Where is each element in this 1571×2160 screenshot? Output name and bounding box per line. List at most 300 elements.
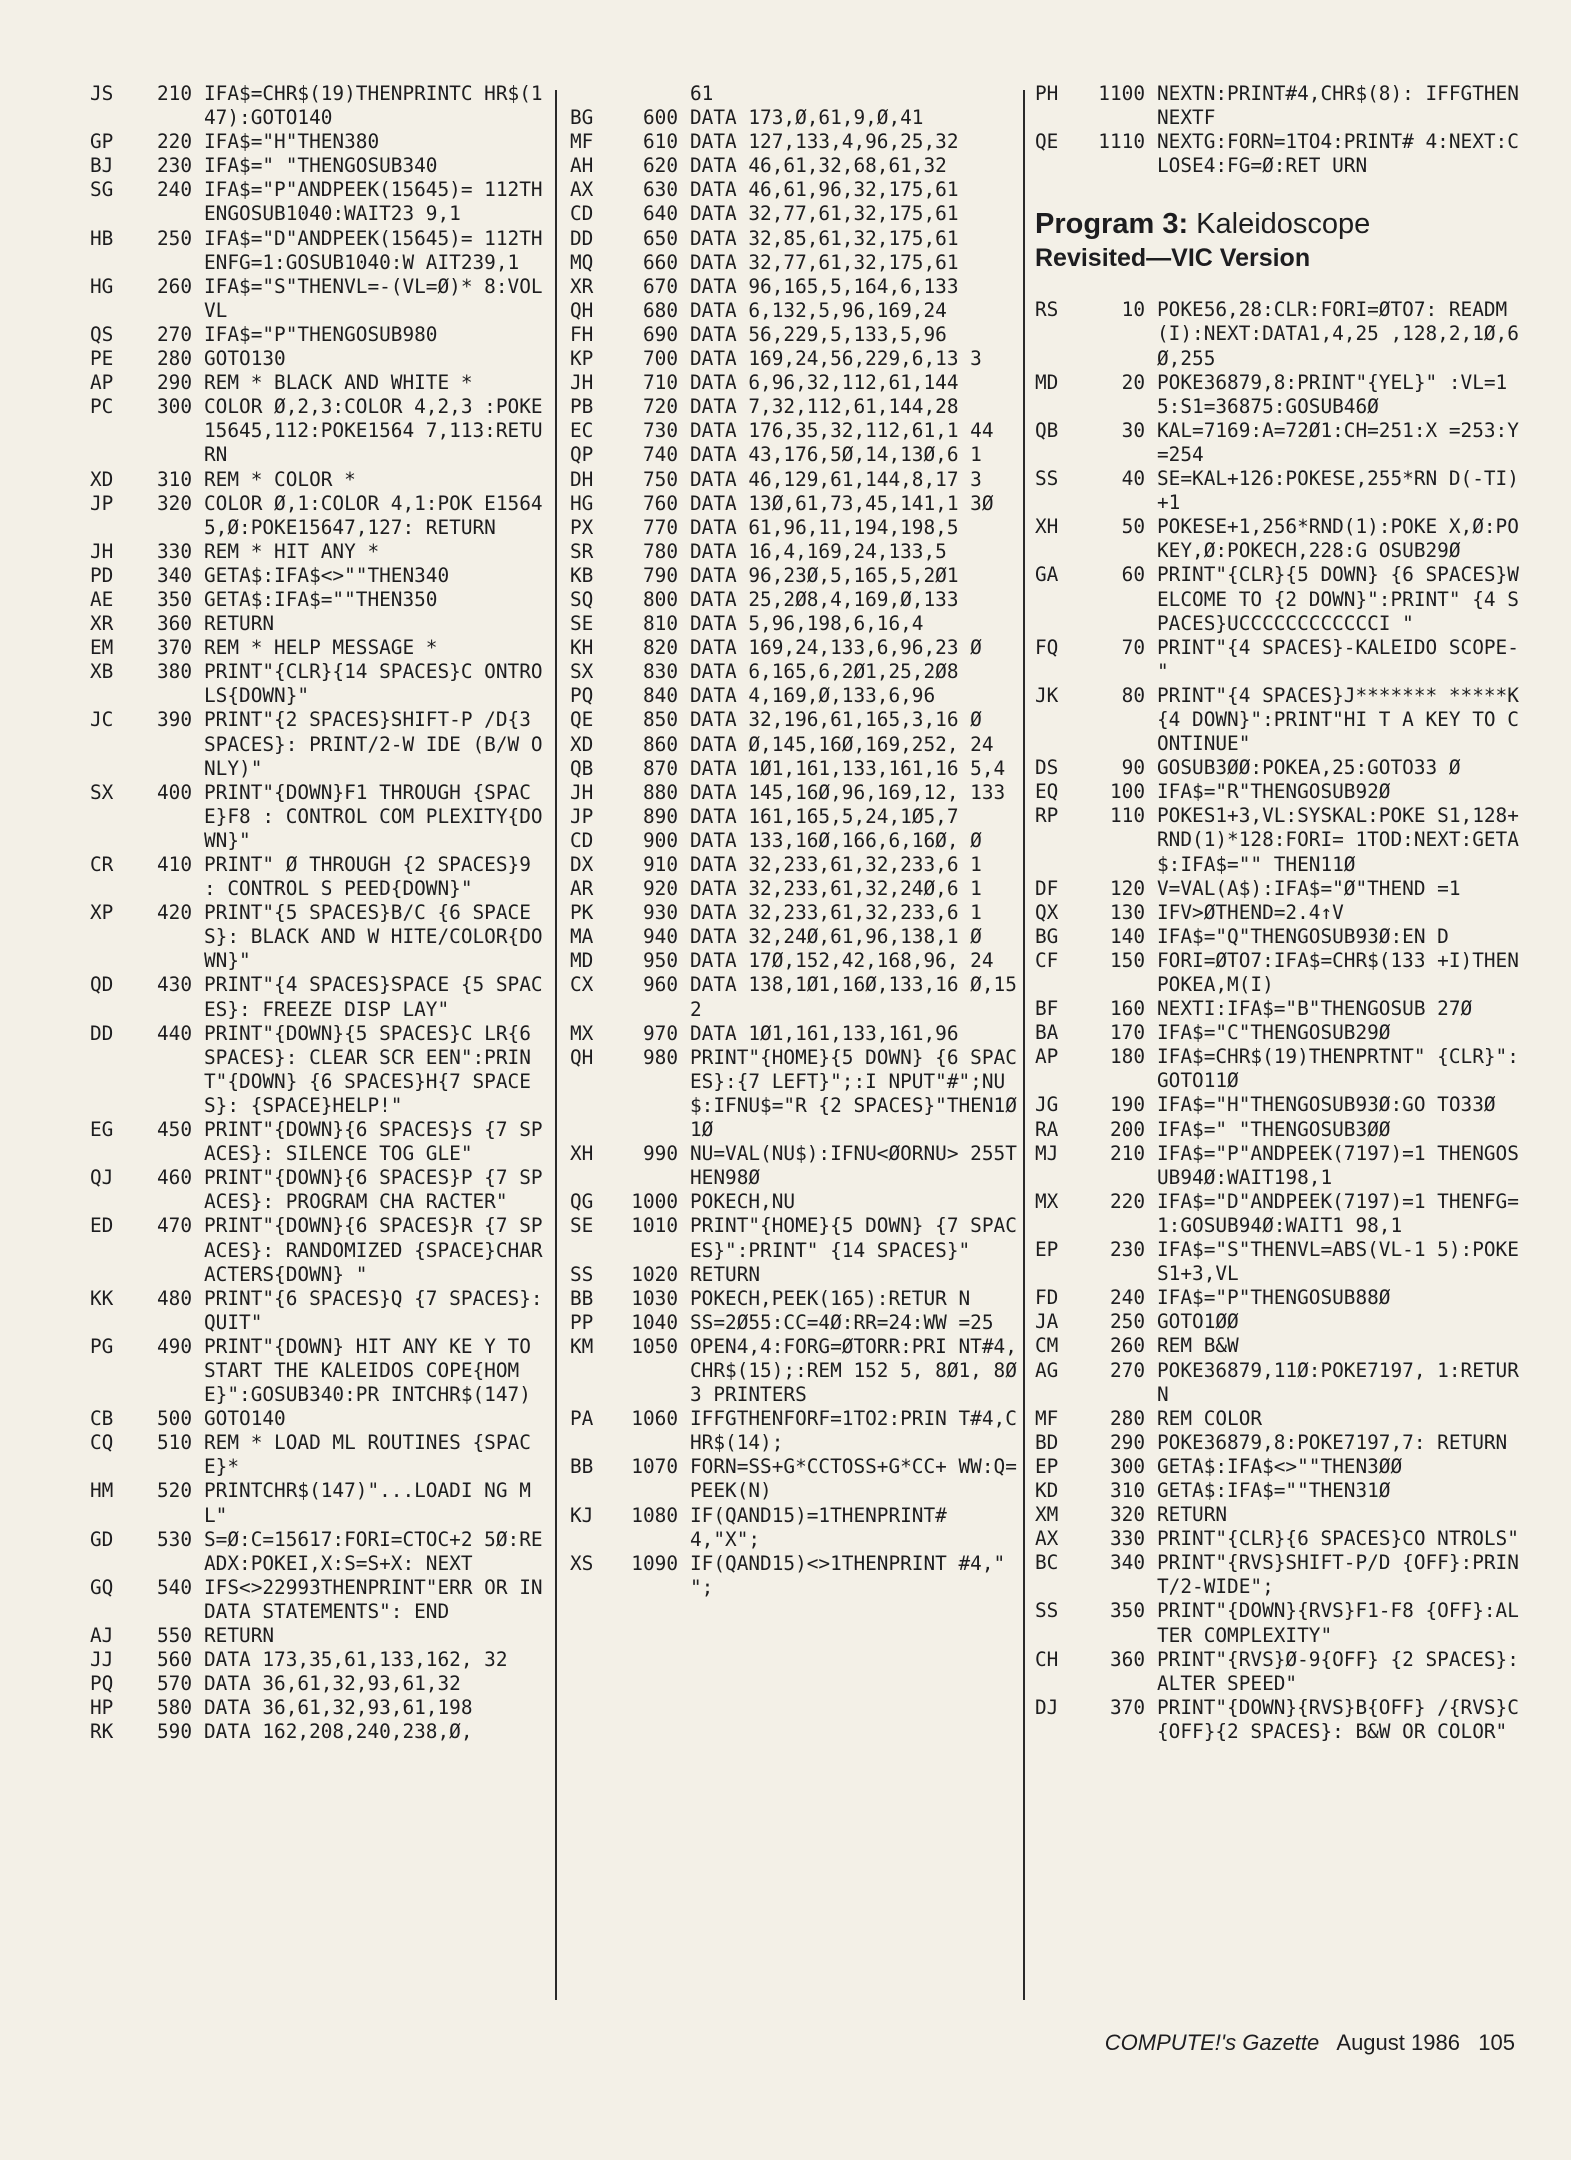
code-line bbox=[570, 154, 1020, 178]
code-line bbox=[1035, 1527, 1525, 1551]
basic-statement: SS=2Ø55:CC=4Ø:RR=24:WW =25 bbox=[690, 1310, 994, 1334]
basic-statement: REM * HELP MESSAGE * bbox=[204, 636, 438, 660]
basic-statement: POKE36879,11Ø:POKE7197, 1:RETURN bbox=[1157, 1358, 1519, 1406]
line-number: 50 bbox=[1121, 515, 1145, 539]
line-number: 660 bbox=[642, 250, 678, 274]
code-line bbox=[570, 443, 1020, 467]
line-number: 590 bbox=[156, 1720, 192, 1744]
checksum-code: AJ bbox=[90, 1624, 114, 1647]
line-number: 940 bbox=[642, 925, 678, 949]
line-number: 1000 bbox=[631, 1190, 678, 1214]
checksum-code: BG bbox=[570, 106, 594, 130]
code-line bbox=[1035, 780, 1525, 804]
basic-statement: IFA$="P"THENGOSUB88Ø bbox=[1157, 1286, 1391, 1310]
code-line bbox=[1035, 1310, 1525, 1334]
basic-statement: DATA 176,35,32,112,61,1 44 bbox=[690, 419, 994, 443]
code-line bbox=[570, 492, 1020, 516]
code-line bbox=[90, 853, 550, 901]
checksum-code: PE bbox=[90, 347, 114, 371]
code-line bbox=[1035, 636, 1525, 684]
line-number: 600 bbox=[642, 106, 678, 130]
basic-statement: IFS<>22993THENPRINT"ERR OR IN DATA STATEMENTS": END bbox=[204, 1575, 555, 1623]
line-number: 960 bbox=[642, 973, 678, 997]
program-number: Program 3: bbox=[1035, 208, 1189, 241]
listing-column-3 bbox=[1035, 82, 1525, 1744]
code-line bbox=[1035, 1503, 1525, 1527]
line-number: 350 bbox=[1109, 1599, 1145, 1623]
checksum-code: QE bbox=[570, 708, 594, 732]
line-number: 450 bbox=[156, 1118, 192, 1142]
line-number: 340 bbox=[156, 563, 192, 587]
checksum-code: JH bbox=[570, 780, 594, 804]
line-number: 150 bbox=[1109, 948, 1145, 972]
line-number: 970 bbox=[642, 1021, 678, 1045]
code-line bbox=[1035, 371, 1525, 419]
code-line bbox=[570, 588, 1020, 612]
code-line bbox=[1035, 997, 1525, 1021]
checksum-code: AX bbox=[1035, 1527, 1059, 1551]
code-line bbox=[570, 684, 1020, 708]
line-number: 890 bbox=[642, 804, 678, 828]
line-number: 980 bbox=[642, 1045, 678, 1069]
checksum-code: SE bbox=[570, 612, 594, 636]
line-number: 1030 bbox=[631, 1286, 678, 1310]
line-number: 330 bbox=[1109, 1527, 1145, 1551]
basic-statement: IFA$=CHR$(19)THENPRINTC HR$(147):GOTO140 bbox=[204, 82, 543, 130]
checksum-code: AX bbox=[570, 178, 594, 202]
code-line bbox=[90, 612, 550, 636]
basic-statement: KAL=7169:A=72Ø1:CH=251:X =253:Y=254 bbox=[1157, 418, 1519, 466]
basic-statement: GETA$:IFA$<>""THEN340 bbox=[204, 563, 450, 587]
line-number: 220 bbox=[156, 130, 192, 154]
code-line bbox=[90, 130, 550, 154]
code-line bbox=[1035, 1142, 1525, 1190]
code-line bbox=[90, 973, 550, 1021]
basic-statement: DATA 46,129,61,144,8,17 3 bbox=[690, 467, 982, 491]
checksum-code: XR bbox=[570, 274, 594, 298]
code-line bbox=[570, 251, 1020, 275]
basic-statement: DATA 173,35,61,133,162, 32 bbox=[204, 1648, 508, 1672]
basic-statement: DATA 32,233,61,32,24Ø,6 1 bbox=[690, 877, 982, 901]
basic-statement: DATA 96,23Ø,5,165,5,2Ø1 bbox=[690, 563, 959, 587]
program-name: Kaleidoscope bbox=[1196, 208, 1371, 241]
basic-statement: NU=VAL(NU$):IFNU<ØORNU> 255THEN98Ø bbox=[690, 1142, 1017, 1190]
line-number: 290 bbox=[1109, 1430, 1145, 1454]
basic-statement: DATA 32,77,61,32,175,61 bbox=[690, 250, 959, 274]
line-number: 1100 bbox=[1098, 82, 1145, 105]
code-line bbox=[570, 853, 1020, 877]
basic-statement: PRINT"{CLR}{5 DOWN} {6 SPACES}WELCOME TO {2 DOWN}":PRINT" {4 SPACES}UCCCCCCCCCCCCI " bbox=[1157, 563, 1519, 635]
line-number: 730 bbox=[642, 419, 678, 443]
code-line bbox=[90, 371, 550, 395]
line-number: 110 bbox=[1109, 804, 1145, 828]
basic-statement: DATA Ø,145,16Ø,169,252, 24 bbox=[690, 732, 994, 756]
basic-statement: COLOR Ø,1:COLOR 4,1:POK E15645,Ø:POKE15647,127: RETURN bbox=[204, 491, 543, 539]
checksum-code: CD bbox=[570, 828, 594, 852]
code-line bbox=[570, 178, 1020, 202]
line-number: 90 bbox=[1121, 756, 1145, 780]
line-number: 700 bbox=[642, 347, 678, 371]
code-line bbox=[90, 1166, 550, 1214]
code-line bbox=[90, 492, 550, 540]
code-line bbox=[1035, 925, 1525, 949]
line-number: 130 bbox=[1109, 900, 1145, 924]
line-number: 1010 bbox=[631, 1214, 678, 1238]
code-line bbox=[1035, 1599, 1525, 1647]
line-number: 370 bbox=[156, 636, 192, 660]
line-number: 1060 bbox=[631, 1407, 678, 1431]
code-line bbox=[90, 1672, 550, 1696]
basic-statement: REM COLOR bbox=[1157, 1406, 1263, 1430]
code-line bbox=[90, 1624, 550, 1648]
line-number: 30 bbox=[1121, 418, 1145, 442]
checksum-code: JH bbox=[570, 371, 594, 395]
basic-statement: NEXTI:IFA$="B"THENGOSUB 27Ø bbox=[1157, 997, 1473, 1021]
code-line bbox=[570, 395, 1020, 419]
basic-statement: PRINTCHR$(147)"...LOADI NG ML" bbox=[204, 1479, 531, 1527]
basic-statement: FORN=SS+G*CCTOSS+G*CC+ WW:Q=PEEK(N) bbox=[690, 1455, 1017, 1503]
basic-statement: NEXTN:PRINT#4,CHR$(8): IFFGTHENNEXTF bbox=[1157, 82, 1519, 130]
line-number: 490 bbox=[156, 1334, 192, 1358]
basic-statement: IFV>ØTHEND=2.4↑V bbox=[1157, 900, 1344, 924]
line-number: 710 bbox=[642, 371, 678, 395]
checksum-code: AE bbox=[90, 587, 114, 611]
line-number: 360 bbox=[156, 612, 192, 636]
basic-statement: DATA 6,165,6,2Ø1,25,2Ø8 bbox=[690, 660, 959, 684]
line-number: 200 bbox=[1109, 1117, 1145, 1141]
line-number: 190 bbox=[1109, 1093, 1145, 1117]
code-line bbox=[570, 323, 1020, 347]
checksum-code: EC bbox=[570, 419, 594, 443]
line-number: 990 bbox=[642, 1142, 678, 1166]
code-line bbox=[90, 1648, 550, 1672]
line-number: 20 bbox=[1121, 370, 1145, 394]
basic-statement: DATA 36,61,32,93,61,198 bbox=[204, 1696, 473, 1720]
line-number: 320 bbox=[1109, 1503, 1145, 1527]
line-number: 300 bbox=[156, 395, 192, 419]
program-listing bbox=[1035, 82, 1525, 178]
checksum-code: DX bbox=[570, 853, 594, 876]
line-number: 210 bbox=[1109, 1141, 1145, 1165]
code-line bbox=[570, 708, 1020, 732]
code-line bbox=[90, 901, 550, 973]
line-number: 420 bbox=[156, 901, 192, 925]
basic-statement: DATA 145,16Ø,96,169,12, 133 bbox=[690, 780, 1006, 804]
checksum-code: JA bbox=[1035, 1310, 1059, 1334]
line-number: 930 bbox=[642, 901, 678, 925]
basic-statement: IFA$="D"ANDPEEK(15645)= 112THENFG=1:GOSUB1040:W AIT239,1 bbox=[204, 226, 543, 274]
checksum-code: DJ bbox=[1035, 1695, 1059, 1719]
line-number: 550 bbox=[156, 1624, 192, 1647]
line-number: 690 bbox=[642, 322, 678, 346]
column-divider bbox=[1023, 90, 1025, 2000]
checksum-code: AH bbox=[570, 154, 594, 178]
code-line bbox=[1035, 467, 1525, 515]
basic-statement: DATA 169,24,133,6,96,23 Ø bbox=[690, 636, 982, 660]
code-line bbox=[570, 371, 1020, 395]
line-number: 390 bbox=[156, 708, 192, 732]
line-number: 510 bbox=[156, 1431, 192, 1455]
checksum-code: HP bbox=[90, 1696, 114, 1720]
code-line bbox=[1035, 1334, 1525, 1358]
line-number: 520 bbox=[156, 1479, 192, 1503]
basic-statement: DATA 127,133,4,96,25,32 bbox=[690, 130, 959, 154]
basic-statement: PRINT"{4 SPACES}J******* *****K{4 DOWN}":PRINT"HI T A KEY TO CONTINUE" bbox=[1157, 683, 1519, 756]
checksum-code: KK bbox=[90, 1286, 114, 1310]
code-line bbox=[570, 202, 1020, 226]
line-number: 140 bbox=[1109, 924, 1145, 948]
checksum-code: XP bbox=[90, 901, 114, 925]
checksum-code: KB bbox=[570, 563, 594, 587]
code-line bbox=[90, 1286, 555, 1335]
checksum-code: SR bbox=[570, 539, 594, 563]
code-line bbox=[570, 106, 1020, 130]
checksum-code: SX bbox=[90, 780, 114, 804]
code-line bbox=[570, 419, 1020, 443]
checksum-code: XD bbox=[570, 732, 594, 756]
basic-statement: IFA$="P"ANDPEEK(15645)= 112THENGOSUB1040:WAIT23 9,1 bbox=[204, 178, 543, 226]
basic-statement: IFA$="S"THENVL=-(VL=Ø)* 8:VOLVL bbox=[204, 274, 543, 322]
code-line bbox=[1035, 1286, 1525, 1310]
basic-statement: PRINT"{HOME}{5 DOWN} {7 SPACES}":PRINT" {14 SPACES}" bbox=[690, 1214, 1017, 1262]
line-number: 440 bbox=[156, 1021, 192, 1045]
code-line bbox=[570, 564, 1020, 588]
line-number: 1070 bbox=[631, 1455, 678, 1479]
checksum-code: SQ bbox=[570, 587, 594, 611]
code-line bbox=[1035, 1045, 1525, 1093]
line-number: 280 bbox=[156, 347, 192, 371]
listing-column-1 bbox=[90, 82, 555, 1744]
basic-statement: IFA$="Q"THENGOSUB93Ø:EN D bbox=[1157, 924, 1449, 948]
checksum-code: QX bbox=[1035, 900, 1059, 924]
line-number: 1050 bbox=[631, 1334, 678, 1358]
checksum-code: BG bbox=[1035, 924, 1059, 948]
checksum-code: PQ bbox=[570, 684, 594, 708]
code-line bbox=[570, 1335, 1020, 1407]
basic-statement: GOTO140 bbox=[204, 1407, 286, 1431]
basic-statement: PRINT"{6 SPACES}Q {7 SPACES}: QUIT" bbox=[204, 1286, 555, 1334]
checksum-code: JP bbox=[90, 491, 114, 515]
basic-statement: GETA$:IFA$<>""THEN3ØØ bbox=[1157, 1454, 1403, 1478]
line-number: 290 bbox=[156, 371, 192, 395]
checksum-code: PX bbox=[570, 515, 594, 539]
code-line bbox=[570, 733, 1020, 757]
checksum-code: KH bbox=[570, 636, 594, 660]
basic-statement: DATA 17Ø,152,42,168,96, 24 bbox=[690, 949, 994, 973]
code-line bbox=[90, 1022, 550, 1118]
line-number: 860 bbox=[642, 732, 678, 756]
line-number: 580 bbox=[156, 1696, 192, 1720]
checksum-code: BA bbox=[1035, 1021, 1059, 1045]
code-line bbox=[570, 82, 1020, 106]
code-line bbox=[1035, 1407, 1525, 1431]
checksum-code: BC bbox=[1035, 1551, 1059, 1575]
code-line bbox=[570, 612, 1020, 636]
basic-statement: DATA 25,2Ø8,4,169,Ø,133 bbox=[690, 587, 959, 611]
checksum-code: XS bbox=[570, 1551, 594, 1575]
checksum-code: MF bbox=[570, 130, 594, 154]
basic-statement: DATA 56,229,5,133,5,96 bbox=[690, 322, 947, 346]
code-line bbox=[570, 781, 1020, 805]
line-number: 540 bbox=[156, 1575, 192, 1599]
basic-statement: REM * BLACK AND WHITE * bbox=[204, 371, 473, 395]
code-line bbox=[90, 660, 550, 708]
checksum-code: JJ bbox=[90, 1648, 114, 1672]
code-line bbox=[90, 1528, 550, 1576]
line-number: 240 bbox=[1109, 1286, 1145, 1310]
line-number: 230 bbox=[1109, 1238, 1145, 1262]
code-line bbox=[570, 1142, 1020, 1190]
basic-statement: REM * HIT ANY * bbox=[204, 539, 380, 563]
line-number: 1090 bbox=[631, 1551, 678, 1575]
code-line bbox=[1035, 1093, 1525, 1117]
code-line bbox=[570, 636, 1020, 660]
code-line bbox=[90, 227, 550, 275]
basic-statement: DATA 162,208,240,238,Ø, bbox=[204, 1720, 473, 1744]
code-line bbox=[1035, 1021, 1525, 1045]
code-line bbox=[570, 227, 1020, 251]
line-number: 500 bbox=[156, 1407, 192, 1431]
line-number: 560 bbox=[156, 1648, 192, 1672]
code-line bbox=[90, 564, 550, 588]
checksum-code: JK bbox=[1035, 683, 1059, 707]
program-listing bbox=[90, 82, 555, 1744]
basic-statement: IFA$="P"ANDPEEK(7197)=1 THENGOSUB94Ø:WAIT198,1 bbox=[1157, 1141, 1519, 1189]
code-line bbox=[570, 1407, 1020, 1455]
checksum-code: XM bbox=[1035, 1503, 1059, 1527]
code-line bbox=[570, 805, 1020, 829]
line-number: 870 bbox=[642, 756, 678, 780]
program-title bbox=[1035, 206, 1525, 242]
code-line bbox=[90, 1335, 550, 1407]
line-number: 900 bbox=[642, 828, 678, 852]
code-line bbox=[1035, 1455, 1525, 1479]
checksum-code: CX bbox=[570, 973, 594, 997]
basic-statement: GETA$:IFA$=""THEN350 bbox=[204, 587, 438, 611]
checksum-code: QJ bbox=[90, 1166, 114, 1190]
basic-statement: DATA 46,61,32,68,61,32 bbox=[690, 154, 947, 178]
line-number: 360 bbox=[1109, 1647, 1145, 1671]
checksum-code: PA bbox=[570, 1407, 594, 1431]
code-line bbox=[570, 829, 1020, 853]
basic-statement: DATA 32,233,61,32,233,6 1 bbox=[690, 853, 982, 876]
code-line bbox=[1035, 1359, 1525, 1407]
checksum-code: RS bbox=[1035, 298, 1059, 322]
line-number: 330 bbox=[156, 539, 192, 563]
line-number: 370 bbox=[1109, 1695, 1145, 1719]
line-number: 470 bbox=[156, 1214, 192, 1238]
basic-statement: POKE36879,8:POKE7197,7: RETURN bbox=[1157, 1430, 1508, 1454]
code-line bbox=[90, 1575, 555, 1624]
code-line bbox=[1035, 298, 1525, 370]
checksum-code: DD bbox=[90, 1021, 114, 1045]
code-line bbox=[570, 1190, 1020, 1214]
basic-statement: POKE56,28:CLR:FORI=ØTO7: READM(I):NEXT:DATA1,4,25 ,128,2,1Ø,6Ø,255 bbox=[1157, 298, 1519, 370]
line-number: 320 bbox=[156, 491, 192, 515]
basic-statement: REM * COLOR * bbox=[204, 467, 356, 491]
checksum-code: QD bbox=[90, 973, 114, 997]
basic-statement: DATA 36,61,32,93,61,32 bbox=[204, 1672, 461, 1696]
checksum-code: GQ bbox=[90, 1575, 114, 1599]
checksum-code: MA bbox=[570, 925, 594, 949]
line-number: 480 bbox=[156, 1286, 192, 1310]
code-line bbox=[570, 347, 1020, 371]
code-line bbox=[90, 347, 550, 371]
checksum-code: PQ bbox=[90, 1672, 114, 1696]
line-number: 380 bbox=[156, 660, 192, 684]
checksum-code: AG bbox=[1035, 1358, 1059, 1382]
checksum-code: QP bbox=[570, 443, 594, 467]
code-line bbox=[90, 178, 550, 226]
code-line bbox=[90, 588, 550, 612]
basic-statement: PRINT"{DOWN}F1 THROUGH {SPACE}F8 : CONTROL COM PLEXITY{DOWN}" bbox=[204, 780, 543, 852]
code-line bbox=[1035, 563, 1525, 635]
checksum-code: QS bbox=[90, 322, 114, 346]
line-number: 950 bbox=[642, 949, 678, 973]
basic-statement: IFA$="C"THENGOSUB29Ø bbox=[1157, 1021, 1391, 1045]
checksum-code: EG bbox=[90, 1118, 114, 1142]
basic-statement: IFA$="H"THEN380 bbox=[204, 130, 380, 154]
checksum-code: MD bbox=[1035, 370, 1059, 394]
line-number: 760 bbox=[642, 491, 678, 515]
program-heading bbox=[1035, 206, 1525, 274]
code-line bbox=[570, 275, 1020, 299]
basic-statement: IFA$="P"THENGOSUB980 bbox=[204, 322, 438, 346]
code-line bbox=[90, 323, 550, 347]
line-number: 1020 bbox=[631, 1262, 678, 1286]
checksum-code: BD bbox=[1035, 1430, 1059, 1454]
line-number: 620 bbox=[642, 154, 678, 178]
line-number: 910 bbox=[642, 853, 678, 876]
line-number: 920 bbox=[642, 877, 678, 901]
code-line bbox=[1035, 515, 1525, 563]
checksum-code: DF bbox=[1035, 876, 1059, 900]
line-number: 230 bbox=[156, 154, 192, 178]
line-number: 1110 bbox=[1098, 130, 1145, 154]
basic-statement: GOTO1ØØ bbox=[1157, 1310, 1239, 1334]
checksum-code: SG bbox=[90, 178, 114, 202]
code-line bbox=[90, 468, 550, 492]
line-number: 350 bbox=[156, 587, 192, 611]
checksum-code: QG bbox=[570, 1190, 594, 1214]
checksum-code: ED bbox=[90, 1214, 114, 1238]
line-number: 720 bbox=[642, 395, 678, 419]
line-number: 880 bbox=[642, 780, 678, 804]
basic-statement: PRINT"{DOWN}{6 SPACES}P {7 SPACES}: PROGRAM CHA RACTER" bbox=[204, 1166, 543, 1214]
line-number: 650 bbox=[642, 226, 678, 250]
basic-statement: DATA 7,32,112,61,144,28 bbox=[690, 395, 959, 419]
code-line bbox=[90, 154, 550, 178]
publication-name: COMPUTE!'s Gazette bbox=[1104, 2030, 1320, 2055]
line-number: 160 bbox=[1109, 997, 1145, 1021]
code-line bbox=[1035, 1551, 1525, 1599]
basic-statement: IF(QAND15)=1THENPRINT# 4,"X"; bbox=[690, 1503, 959, 1551]
checksum-code: MJ bbox=[1035, 1141, 1059, 1165]
basic-statement: RETURN bbox=[204, 612, 275, 636]
line-number: 630 bbox=[642, 178, 678, 202]
checksum-code: KM bbox=[570, 1334, 594, 1358]
checksum-code: QH bbox=[570, 1045, 594, 1069]
line-number: 340 bbox=[1109, 1551, 1145, 1575]
checksum-code: FH bbox=[570, 322, 594, 346]
basic-statement: IFFGTHENFORF=1TO2:PRIN T#4,CHR$(14); bbox=[690, 1407, 1017, 1455]
code-line bbox=[570, 973, 1020, 1021]
checksum-code: XD bbox=[90, 467, 114, 491]
basic-statement: DATA 6,96,32,112,61,144 bbox=[690, 371, 959, 395]
checksum-code: PK bbox=[570, 901, 594, 925]
basic-statement: SE=KAL+126:POKESE,255*RN D(-TI)+1 bbox=[1157, 467, 1519, 515]
line-number: 840 bbox=[642, 684, 678, 708]
